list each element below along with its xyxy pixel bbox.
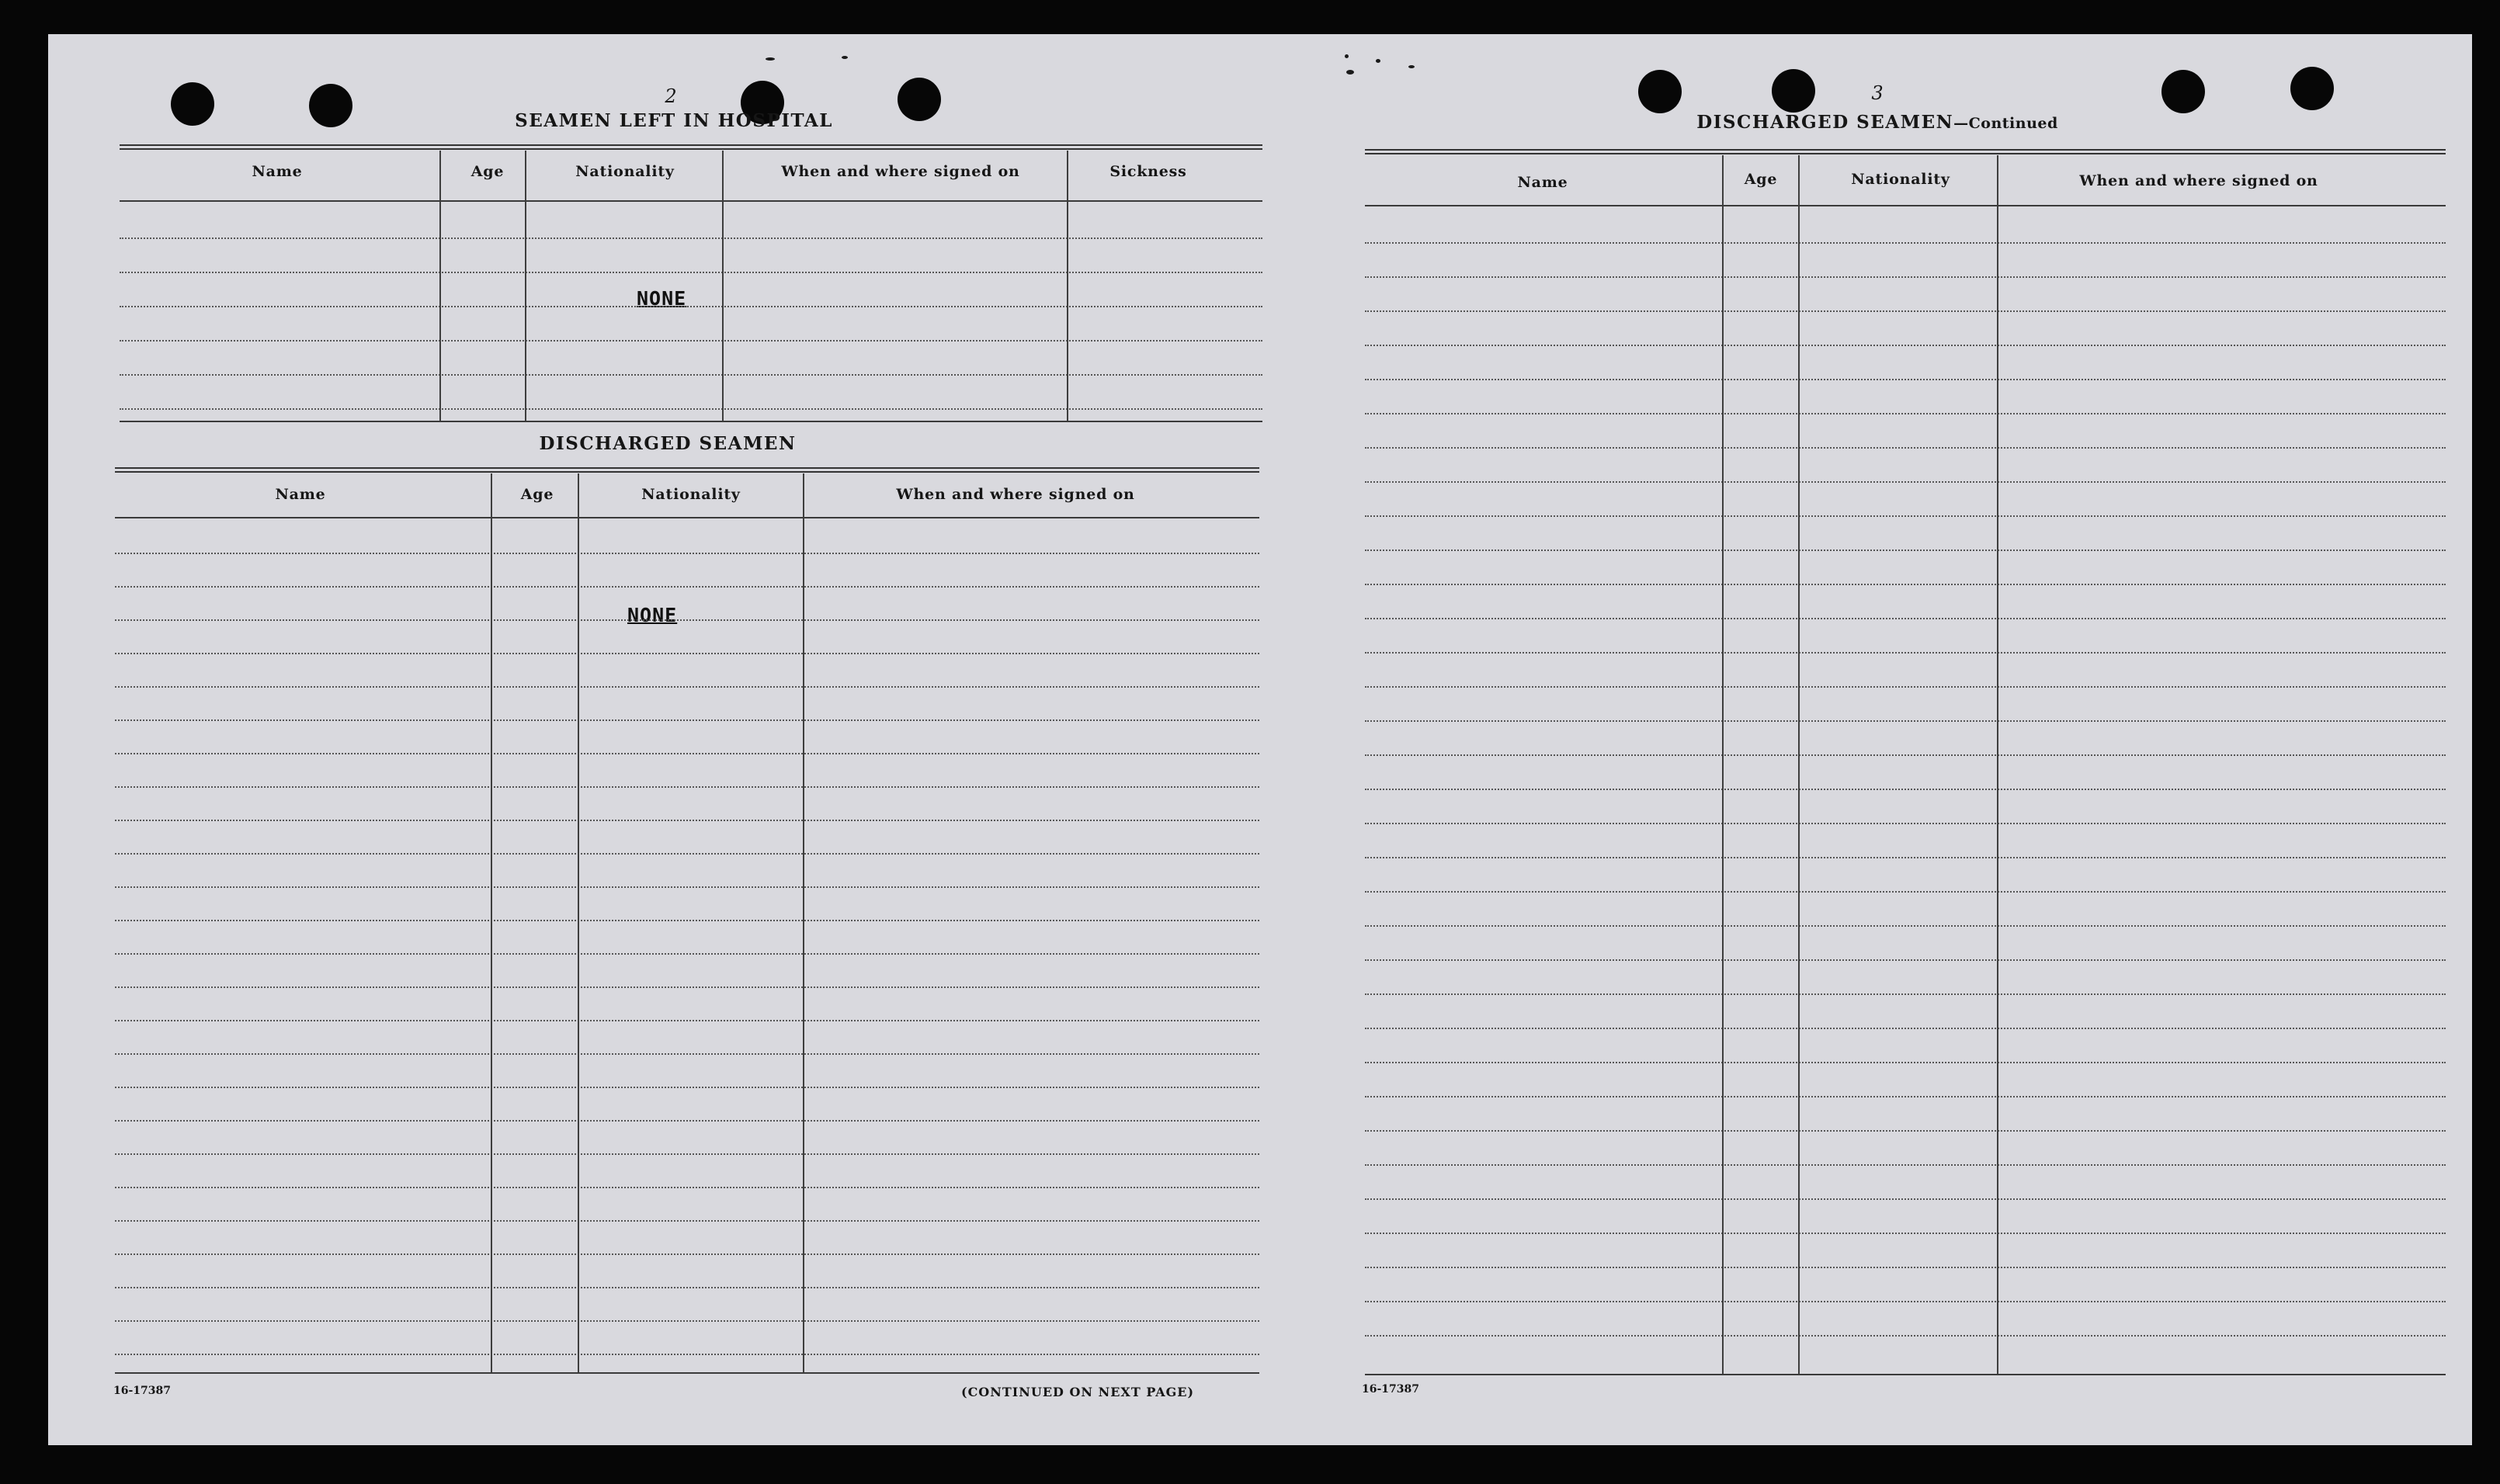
row-rule: [1365, 1096, 2446, 1097]
row-rule: [115, 719, 1259, 721]
speck: [1346, 70, 1354, 75]
document-sheet: [48, 34, 2472, 1445]
row-rule: [115, 1354, 1259, 1355]
column-header-sickness: Sickness: [1109, 163, 1187, 180]
row-rule: [1365, 686, 2446, 688]
form-number: 16-17387: [1362, 1383, 1419, 1396]
row-rule: [115, 986, 1259, 988]
discharged-continued-title: [1696, 112, 2058, 133]
header-rule: [120, 200, 1262, 202]
row-rule: [1365, 1267, 2446, 1268]
row-rule: [120, 238, 1262, 239]
column-divider: [525, 151, 526, 421]
typed-entry-none: NONE: [637, 287, 687, 310]
row-rule: [115, 1287, 1259, 1288]
row-rule: [1365, 481, 2446, 483]
row-rule: [115, 1020, 1259, 1021]
speck: [766, 57, 775, 61]
row-rule: [1365, 1028, 2446, 1029]
column-header-age: Age: [1744, 171, 1778, 188]
row-rule: [120, 408, 1262, 410]
row-rule: [115, 820, 1259, 821]
row-rule: [1365, 959, 2446, 961]
column-divider: [439, 151, 441, 421]
row-rule: [115, 953, 1259, 955]
row-rule: [1365, 515, 2446, 517]
table-top-rule: [115, 467, 1259, 473]
column-header-signed-on: When and where signed on: [2079, 172, 2318, 189]
row-rule: [115, 619, 1259, 621]
row-rule: [115, 753, 1259, 754]
row-rule: [1365, 1130, 2446, 1132]
table-bottom-rule: [1365, 1374, 2446, 1375]
row-rule: [115, 586, 1259, 588]
row-rule: [1365, 584, 2446, 585]
row-rule: [120, 340, 1262, 342]
row-rule: [115, 1253, 1259, 1255]
column-header-signed-on: When and where signed on: [781, 163, 1020, 180]
row-rule: [120, 272, 1262, 273]
page-number: 2: [665, 85, 677, 107]
row-rule: [1365, 891, 2446, 893]
punch-hole: [2290, 67, 2334, 110]
row-rule: [1365, 1335, 2446, 1337]
punch-hole: [1638, 70, 1682, 113]
row-rule: [115, 853, 1259, 855]
table-bottom-rule: [120, 421, 1262, 422]
row-rule: [115, 1087, 1259, 1088]
table-bottom-rule: [115, 1372, 1259, 1374]
column-header-name: Name: [275, 486, 326, 503]
row-rule: [1365, 754, 2446, 756]
row-rule: [115, 553, 1259, 554]
column-divider: [722, 151, 724, 421]
page-number: 3: [1871, 82, 1884, 104]
table-top-rule: [1365, 149, 2446, 154]
row-rule: [115, 1120, 1259, 1122]
row-rule: [120, 306, 1262, 307]
column-divider: [803, 473, 804, 1372]
form-number: 16-17387: [113, 1385, 171, 1397]
discharged-section-title: DISCHARGED SEAMEN: [539, 433, 797, 454]
row-rule: [115, 786, 1259, 788]
row-rule: [1365, 993, 2446, 995]
column-header-nationality: Nationality: [1851, 171, 1950, 188]
row-rule: [1365, 720, 2446, 722]
row-rule: [115, 1220, 1259, 1222]
column-header-signed-on: When and where signed on: [896, 486, 1135, 503]
column-divider: [1722, 155, 1724, 1374]
row-rule: [1365, 242, 2446, 244]
row-rule: [1365, 1301, 2446, 1302]
row-rule: [1365, 925, 2446, 927]
speck: [1376, 59, 1380, 63]
row-rule: [1365, 550, 2446, 551]
punch-hole: [898, 78, 941, 121]
speck: [842, 56, 848, 59]
column-divider: [1067, 151, 1068, 421]
column-divider: [578, 473, 579, 1372]
column-header-nationality: Nationality: [575, 163, 675, 180]
row-rule: [1365, 276, 2446, 278]
continued-note: (CONTINUED ON NEXT PAGE): [961, 1385, 1195, 1399]
row-rule: [1365, 413, 2446, 414]
punch-hole: [2161, 70, 2205, 113]
row-rule: [115, 1187, 1259, 1188]
column-divider: [491, 473, 492, 1372]
title-main: DISCHARGED SEAMEN: [1696, 112, 1954, 133]
title-suffix: —Continued: [1953, 115, 2058, 132]
row-rule: [1365, 1164, 2446, 1166]
row-rule: [120, 374, 1262, 376]
row-rule: [1365, 618, 2446, 619]
row-rule: [115, 1320, 1259, 1322]
column-divider: [1798, 155, 1800, 1374]
table-top-rule: [120, 144, 1262, 150]
row-rule: [115, 886, 1259, 888]
column-header-age: Age: [470, 163, 505, 180]
speck: [1345, 54, 1349, 58]
row-rule: [1365, 379, 2446, 380]
row-rule: [1365, 310, 2446, 312]
row-rule: [115, 686, 1259, 688]
row-rule: [1365, 823, 2446, 824]
row-rule: [1365, 652, 2446, 654]
row-rule: [1365, 345, 2446, 346]
row-rule: [1365, 857, 2446, 858]
punch-hole: [171, 82, 214, 126]
row-rule: [1365, 789, 2446, 790]
typed-entry-none: NONE: [627, 604, 678, 626]
row-rule: [115, 920, 1259, 921]
column-header-name: Name: [1517, 174, 1568, 191]
column-divider: [1997, 155, 1998, 1374]
punch-hole: [1772, 69, 1815, 113]
header-rule: [1365, 205, 2446, 206]
row-rule: [1365, 1062, 2446, 1063]
column-header-nationality: Nationality: [641, 486, 741, 503]
header-rule: [115, 517, 1259, 518]
row-rule: [1365, 447, 2446, 449]
row-rule: [115, 1153, 1259, 1155]
punch-hole: [309, 84, 352, 127]
speck: [1408, 65, 1415, 68]
row-rule: [1365, 1198, 2446, 1200]
column-header-age: Age: [520, 486, 554, 503]
row-rule: [1365, 1233, 2446, 1234]
row-rule: [115, 653, 1259, 654]
hospital-section-title: SEAMEN LEFT IN HOSPITAL: [515, 110, 833, 131]
row-rule: [115, 1053, 1259, 1055]
column-header-name: Name: [252, 163, 303, 180]
